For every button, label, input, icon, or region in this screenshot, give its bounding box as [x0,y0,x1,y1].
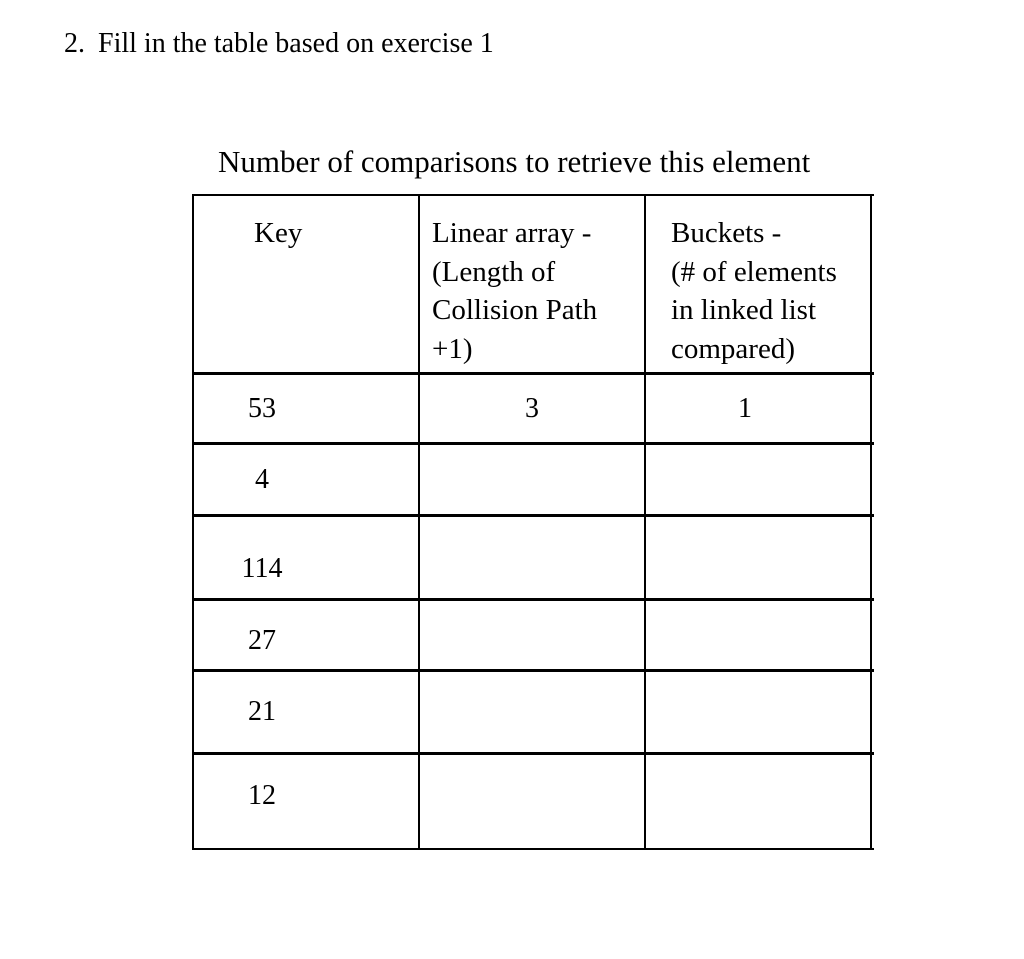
header-key: Key [254,217,303,249]
cell-key: 53 [248,393,276,424]
table-border-bottom [192,848,874,850]
question-prompt [64,24,494,64]
cell-key: 4 [255,464,269,495]
table-caption: Number of comparisons to retrieve this element [218,144,811,179]
row-divider [192,669,874,672]
header-divider [192,372,874,375]
question-text: Fill in the table based on exercise 1 [98,28,494,59]
header-buckets: Buckets - (# of elements in linked list compared) [671,217,837,365]
cell-key: 21 [248,696,276,727]
question-number: 2. [64,28,85,59]
cell-linear: 3 [525,393,539,424]
comparisons-table [192,194,872,850]
cell-key: 12 [248,780,276,811]
cell-key: 27 [248,625,276,656]
row-divider [192,442,874,445]
header-linear-array: Linear array - (Length of Collision Path +1) [432,217,598,365]
table-border-top [192,194,874,196]
row-divider [192,514,874,517]
row-divider [192,752,874,755]
cell-key: 114 [241,553,283,584]
cell-buckets: 1 [738,393,752,424]
row-divider [192,598,874,601]
